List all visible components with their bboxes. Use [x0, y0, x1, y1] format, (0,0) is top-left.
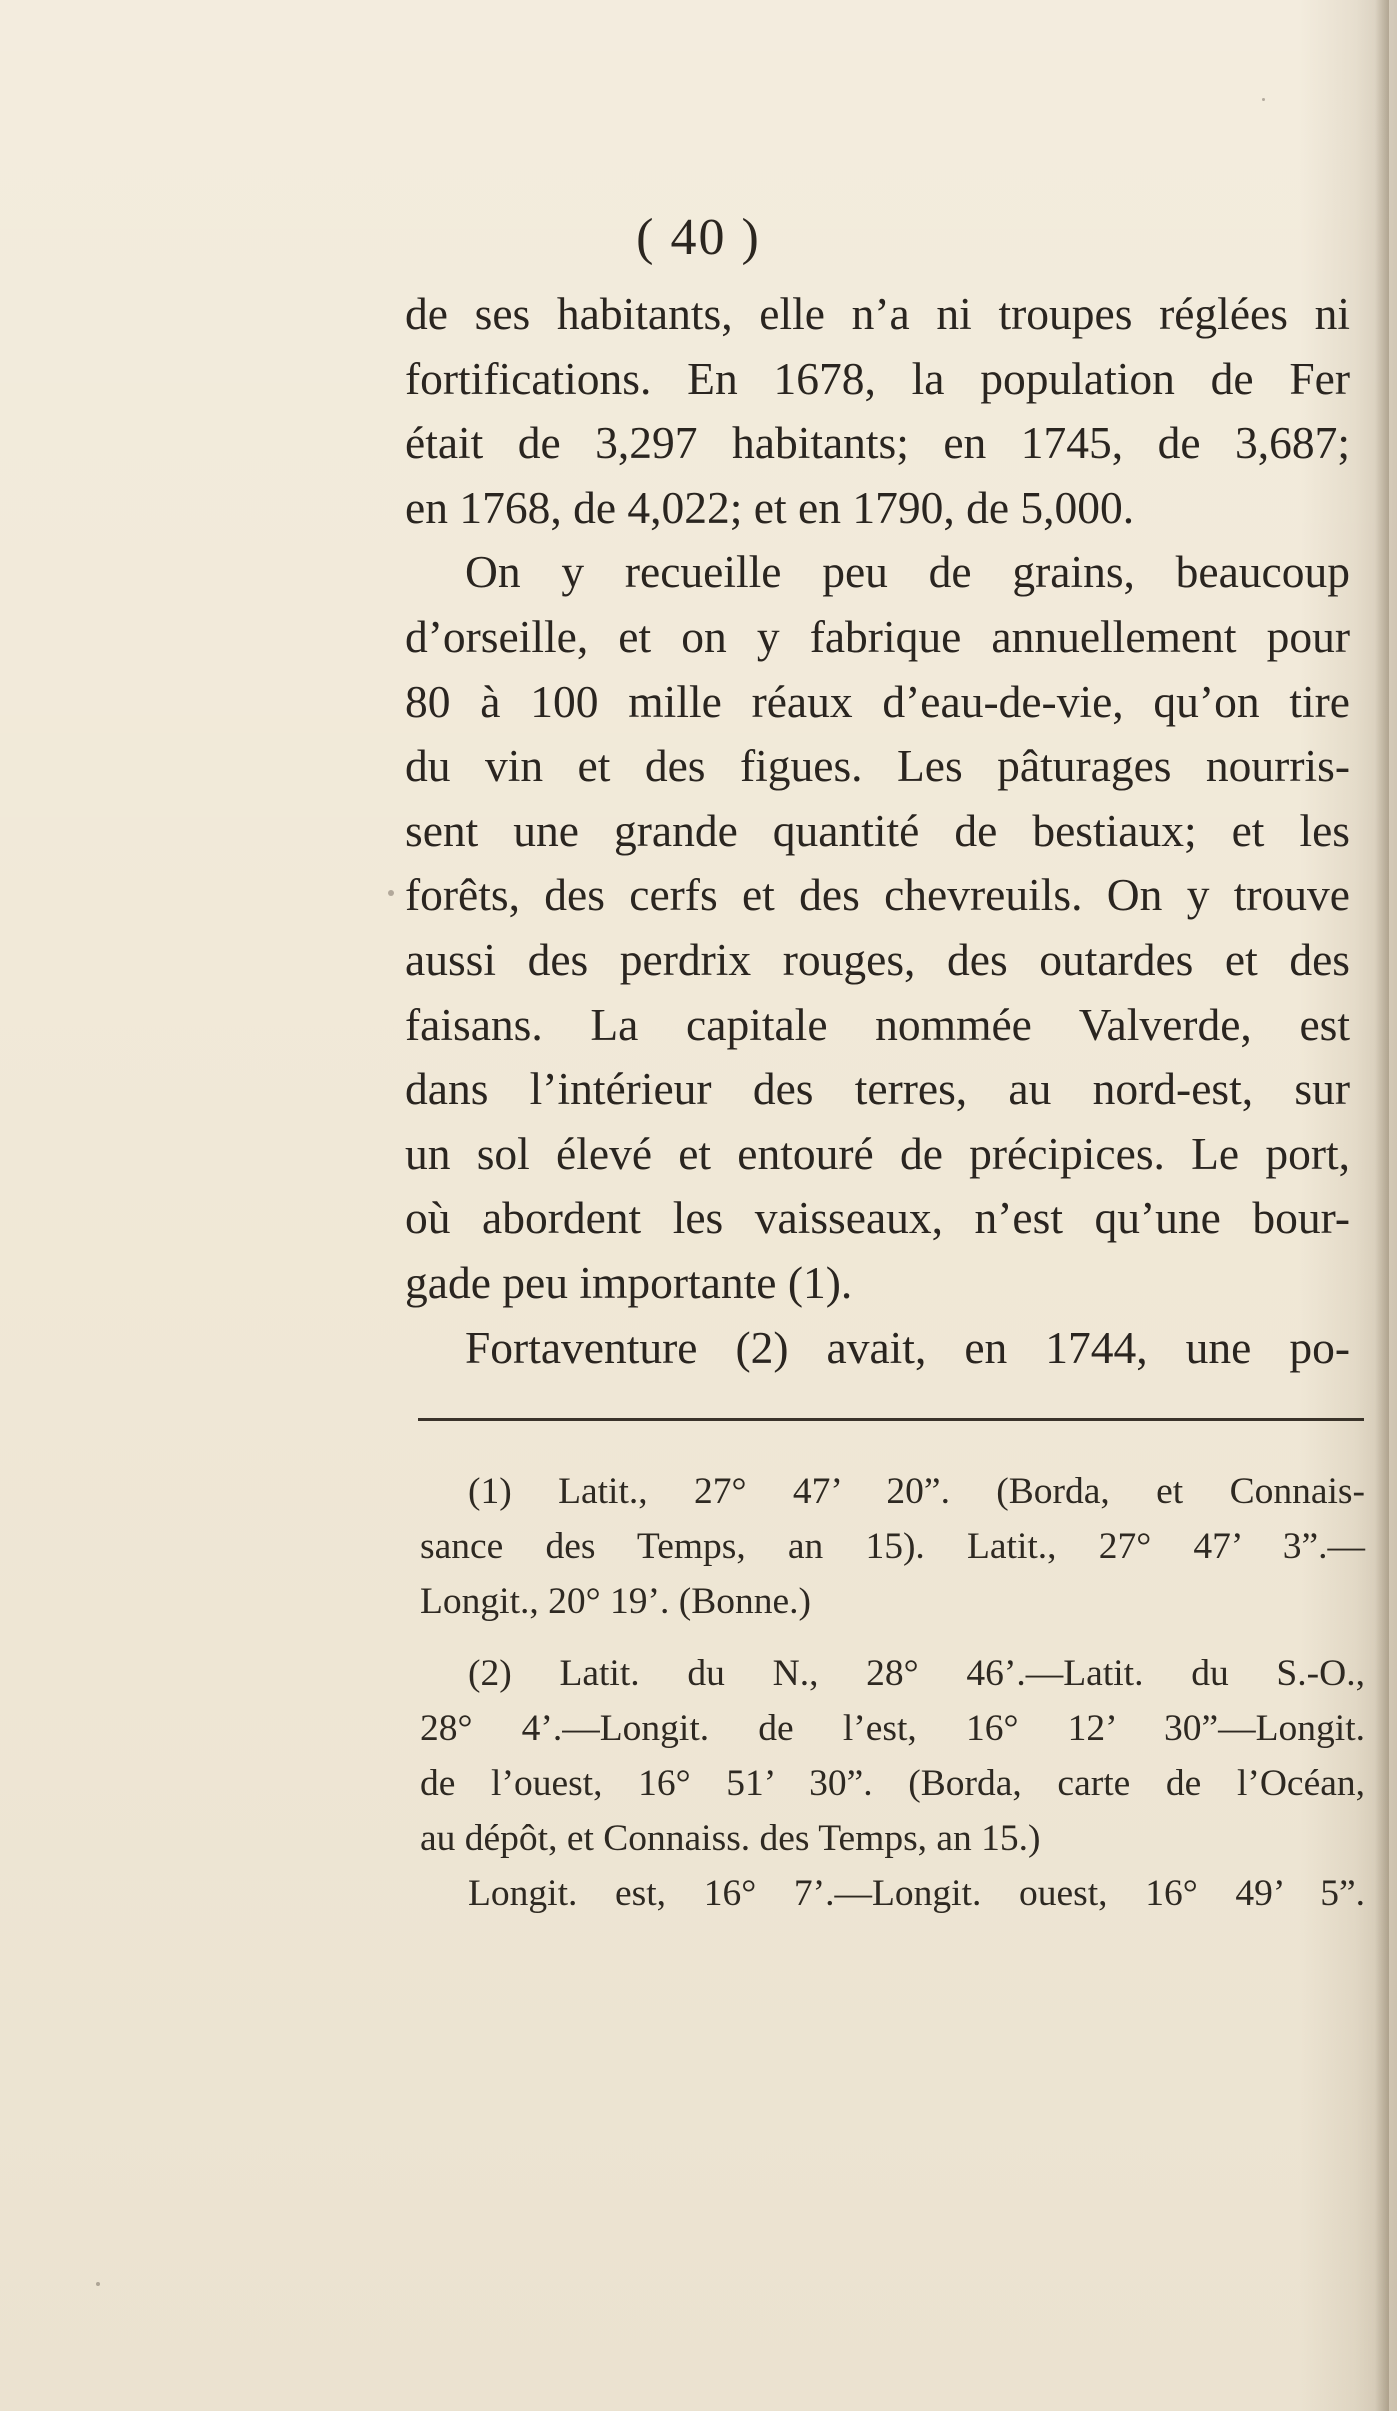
footnote-line: Longit. est, 16° 7’.—Longit. ouest, 16° 49’ 5”.	[468, 1873, 1365, 1915]
footnotes	[420, 1464, 1365, 1922]
body-line: gade peu importante (1).	[405, 1256, 853, 1308]
page-edge-shadow	[1375, 0, 1389, 2411]
body-line: Fortaventure (2) avait, en 1744, une po-	[465, 1321, 1350, 1373]
footnote-line: au dépôt, et Connaiss. des Temps, an 15.)	[420, 1818, 1041, 1860]
body-line: du vin et des figues. Les pâturages nourris-	[405, 740, 1350, 792]
body-line: où abordent les vaisseaux, n’est qu’une bour-	[405, 1192, 1350, 1244]
footnote-line: 28° 4’.—Longit. de l’est, 16° 12’ 30”—Longit.	[420, 1707, 1365, 1749]
body-line: dans l’intérieur des terres, au nord-est, sur	[405, 1063, 1350, 1115]
footnote-separator-rule	[418, 1418, 1364, 1421]
body-line: 80 à 100 mille réaux d’eau-de-vie, qu’on tire	[405, 675, 1350, 727]
page-number: ( 40 )	[636, 209, 761, 266]
footnote-line: (1) Latit., 27° 47’ 20”. (Borda, et Connais-	[468, 1471, 1365, 1512]
body-line: fortifications. En 1678, la population de Fer	[405, 352, 1350, 404]
footnote-line: de l’ouest, 16° 51’ 30”. (Borda, carte de l’Océan,	[420, 1762, 1365, 1804]
ink-speck	[96, 2282, 100, 2286]
footnote-line: (2) Latit. du N., 28° 46’.—Latit. du S.-O.,	[468, 1652, 1365, 1694]
body-line: d’orseille, et on y fabrique annuellement pour	[405, 610, 1350, 662]
body-line: faisans. La capitale nommée Valverde, est	[405, 998, 1350, 1050]
body-line: forêts, des cerfs et des chevreuils. On y trouve	[405, 869, 1350, 921]
body-line: un sol élevé et entouré de précipices. Le port,	[405, 1127, 1350, 1179]
body-line: On y recueille peu de grains, beaucoup	[465, 546, 1350, 598]
ink-speck	[388, 890, 394, 896]
footnote-line: sance des Temps, an 15). Latit., 27° 47’ 3”.—	[420, 1526, 1365, 1568]
footnote-line: Longit., 20° 19’. (Bonne.)	[420, 1581, 811, 1623]
ink-speck	[1262, 98, 1265, 101]
body-line: aussi des perdrix rouges, des outardes et des	[405, 933, 1350, 985]
body-line: était de 3,297 habitants; en 1745, de 3,687;	[405, 417, 1350, 469]
body-line: sent une grande quantité de bestiaux; et les	[405, 804, 1350, 856]
body-text	[405, 282, 1350, 1380]
body-line: de ses habitants, elle n’a ni troupes réglées ni	[405, 288, 1350, 339]
body-line: en 1768, de 4,022; et en 1790, de 5,000.	[405, 481, 1135, 533]
